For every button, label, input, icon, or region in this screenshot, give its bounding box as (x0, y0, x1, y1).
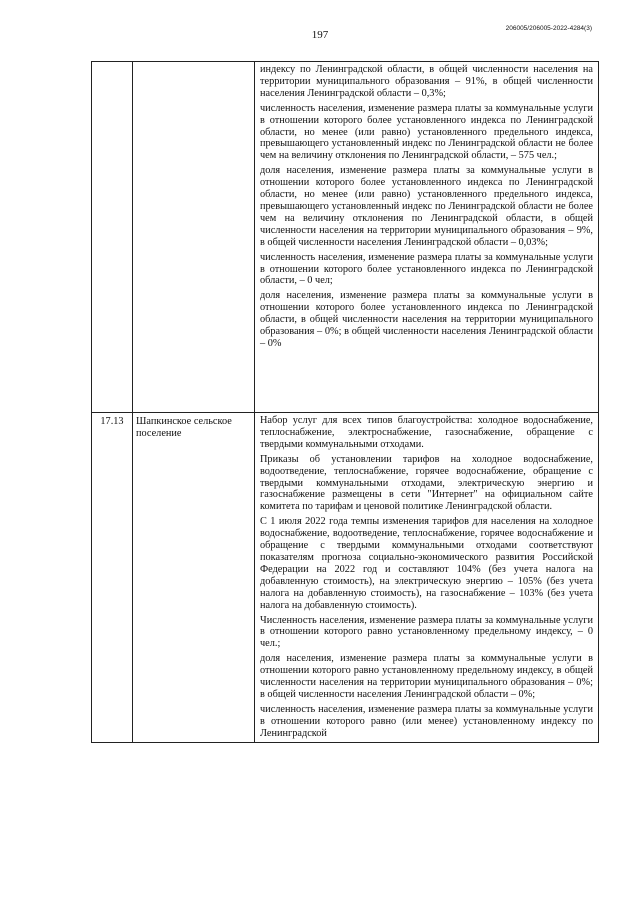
paragraph: Набор услуг для всех типов благоустройства: холодное водоснабжение, теплоснабжение, электроснабжение, газоснабжение, обращение с твердыми коммунальными отходами. (260, 415, 593, 450)
municipal-utilities-table (91, 61, 599, 743)
table-row (92, 62, 599, 413)
settlement-name-cell (133, 62, 255, 413)
paragraph: доля населения, изменение размера платы за коммунальные услуги в отношении которого более установленного индекса по Ленинградской области, но менее (или равно) установленного предельного индекса, превышающего установленный индекс по Ленинградской области не более чем на величину отклонения по Ленинградской области, в общей численности населения на территории муниципального образования – 9%, в общей численности населения Ленинградской области – 0,03%; (260, 165, 593, 248)
paragraph: Численность населения, изменение размера платы за коммунальные услуги в отношении которого равно установленному предельному индексу, – 0 чел.; (260, 614, 593, 650)
paragraph: Приказы об установлении тарифов на холодное водоснабжение, водоотведение, теплоснабжение, горячее водоснабжение, обращение с твердыми коммунальными отходами, электрическую энергию и газоснабжение размещены в сети "Интернет" на официальном сайте комитета по тарифам и ценовой политике Ленинградской области. (260, 453, 593, 513)
paragraph: численность населения, изменение размера платы за коммунальные услуги в отношении которого более установленного индекса по Ленинградской области, но менее (или равно) установленного предельного индекса, превышающего установленный индекс по Ленинградской области не более чем на величину отклонения по Ленинградской области, – 575 чел.; (260, 102, 593, 162)
paragraph: численность населения, изменение размера платы за коммунальные услуги в отношении которого более установленного индекса по Ленинградской области, – 0 чел; (260, 251, 593, 287)
paragraph: С 1 июля 2022 года темпы изменения тарифов для населения на холодное водоснабжение, водоотведение, теплоснабжение, горячее водоснабжение и обращение с твердыми коммунальными отходами соответствуют показателям прогноза социально-экономического развития Российской Федерации на 2022 год и составляют 104% (без учета налога на добавленную стоимость), на электрическую энергию – 105% (без учета налога на добавленную стоимость), на газоснабжение – 103% (без учета налога на добавленную стоимость). (260, 516, 593, 611)
row-number-cell (92, 62, 133, 413)
paragraph: доля населения, изменение размера платы за коммунальные услуги в отношении которого равно установленному предельному индексу, в общей численности населения на территории муниципального образования – 0%; в общей численности населения Ленинградской области – 0%; (260, 653, 593, 700)
paragraph: индексу по Ленинградской области, в общей численности населения на территории муниципального образования – 91%, в общей численности населения Ленинградской области – 0,3%; (260, 64, 593, 99)
table-row (92, 413, 599, 743)
document-id: 206005/206005-2022-4284(3) (505, 25, 592, 32)
paragraph: доля населения, изменение размера платы за коммунальные услуги в отношении которого более установленного индекса по Ленинградской области, в общей численности населения на территории муниципального образования – 0%; в общей численности населения Ленинградской области – 0% (260, 290, 593, 349)
description-cell (255, 413, 599, 743)
paragraph: численность населения, изменение размера платы за коммунальные услуги в отношении которого равно (или менее) установленному индексу по Ленинградской (260, 703, 593, 739)
description-cell (255, 62, 599, 413)
settlement-name-cell: Шапкинское сельское поселение (133, 413, 255, 743)
row-number-cell: 17.13 (92, 413, 133, 743)
page-number: 197 (311, 29, 329, 41)
